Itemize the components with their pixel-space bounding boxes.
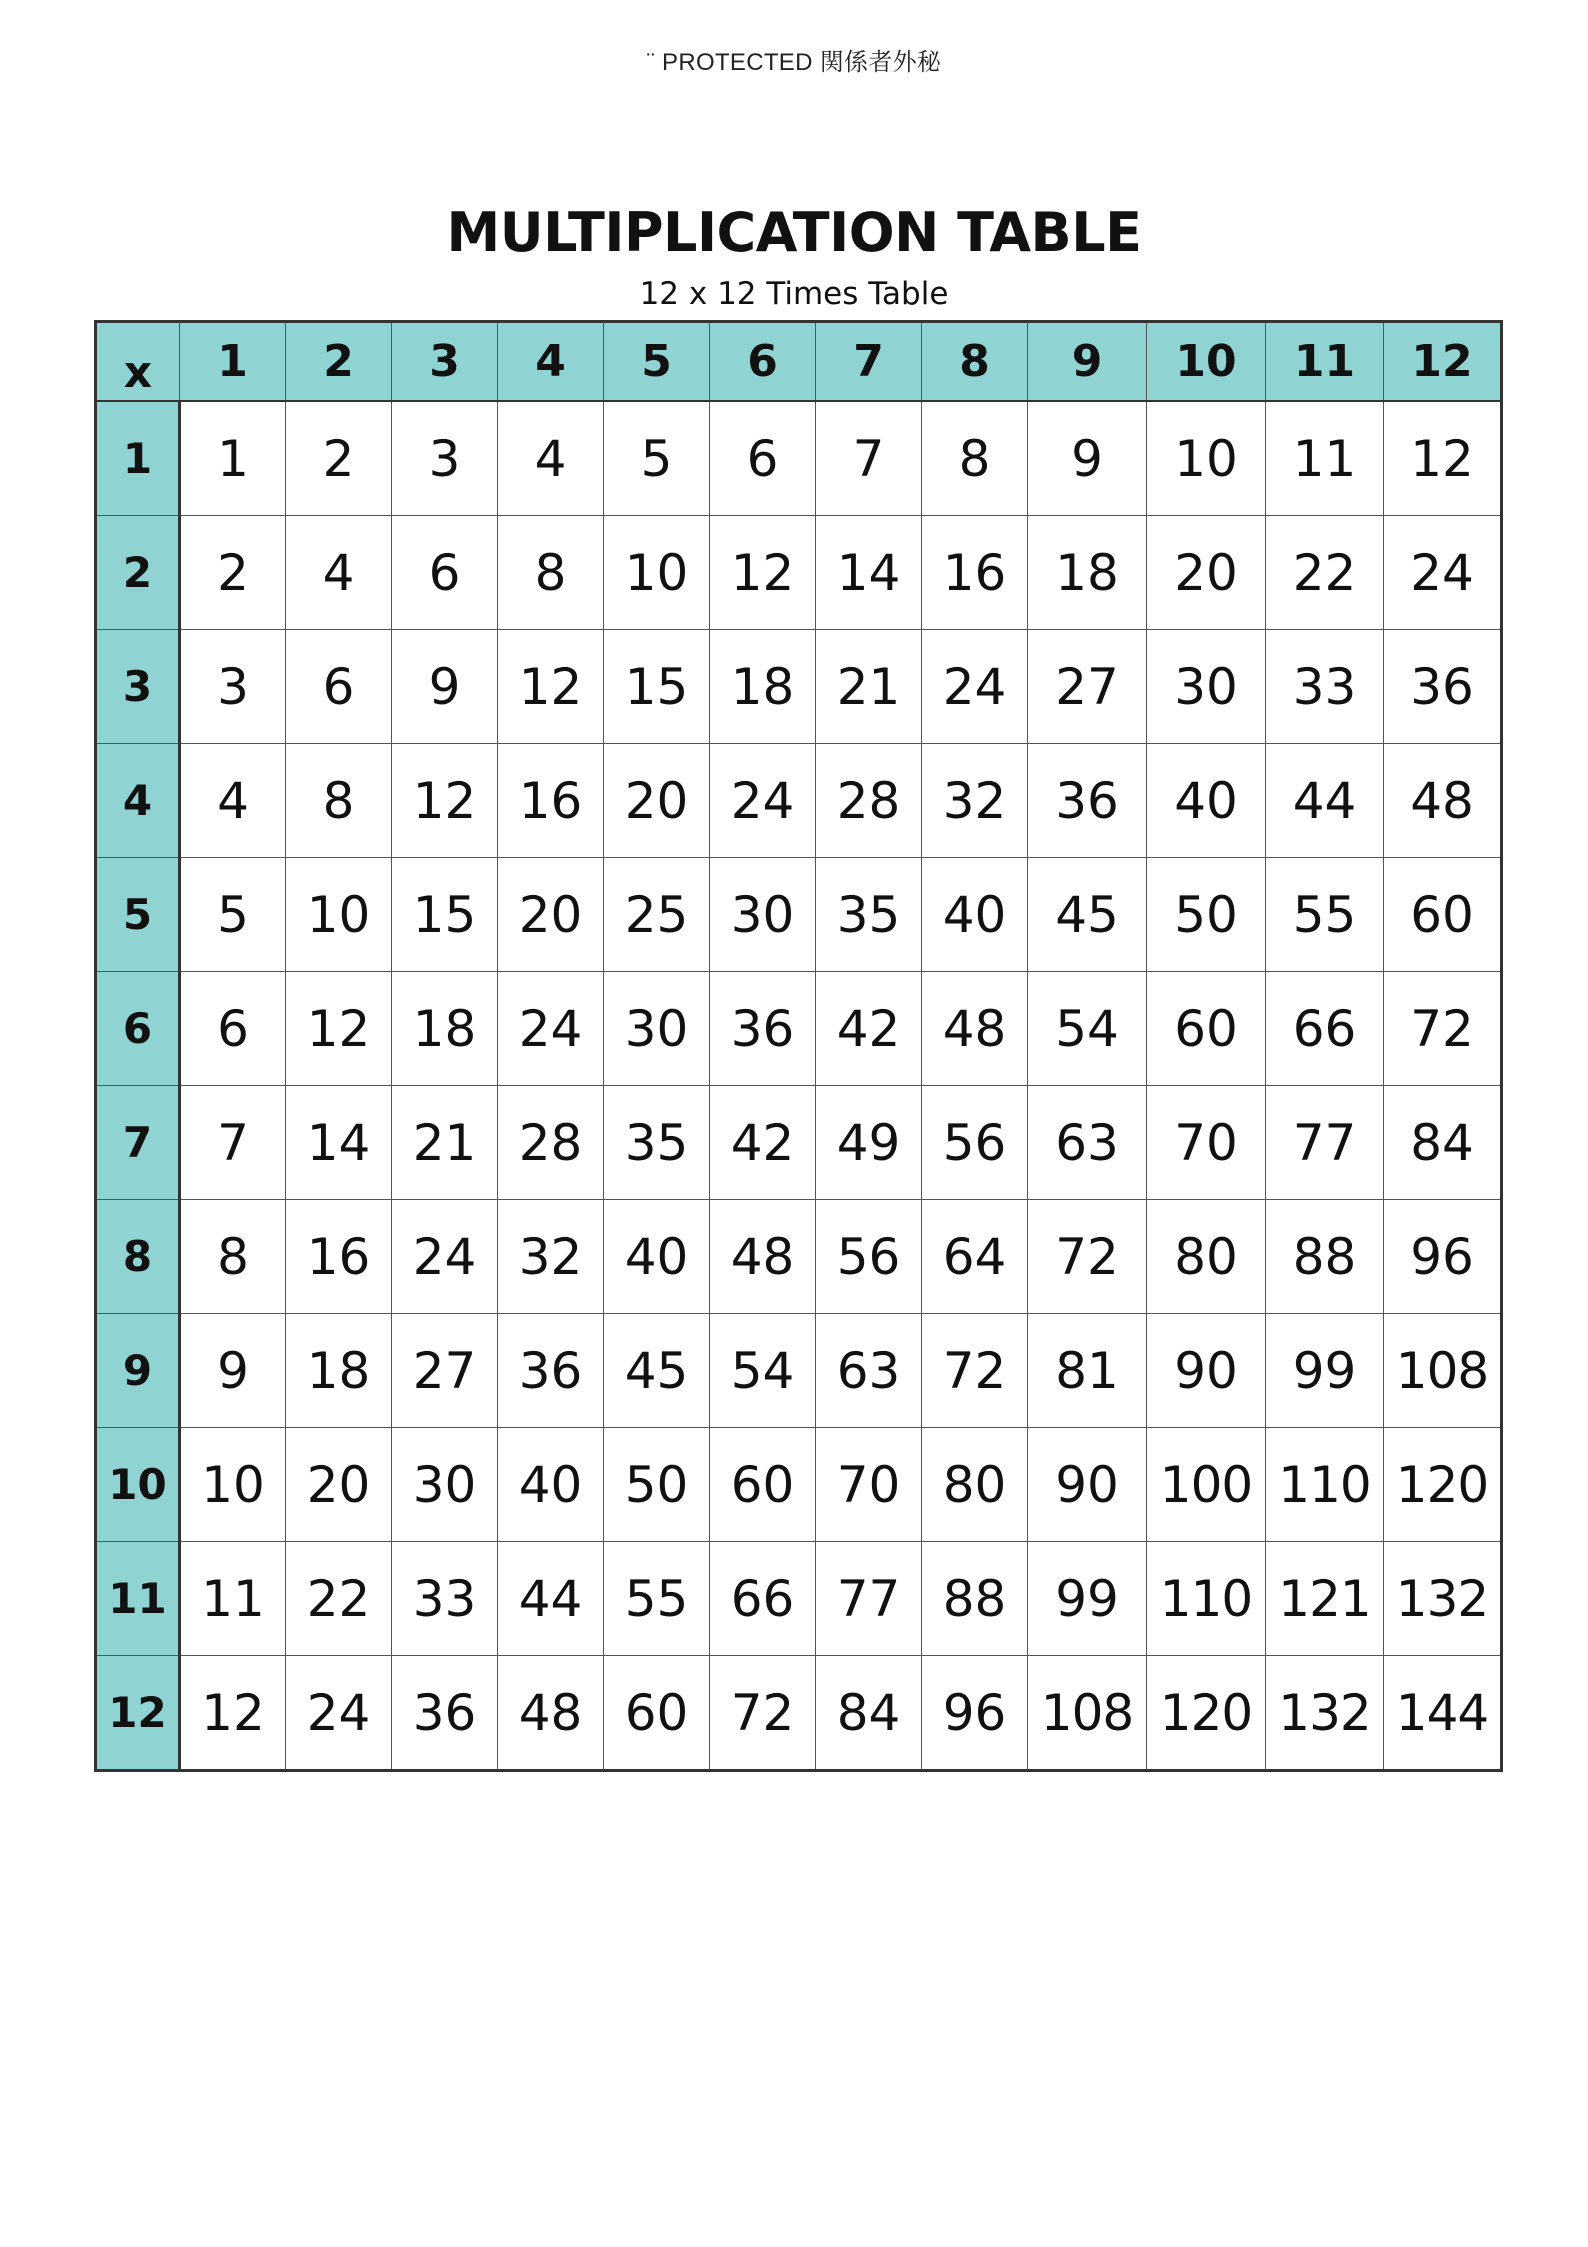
- table-cell: 32: [922, 744, 1028, 858]
- table-cell: 63: [1028, 1086, 1147, 1200]
- table-cell: 10: [286, 858, 392, 972]
- table-cell: 96: [1384, 1200, 1502, 1314]
- table-cell: 30: [1147, 630, 1266, 744]
- table-cell: 20: [286, 1428, 392, 1542]
- table-cell: 25: [604, 858, 710, 972]
- table-cell: 20: [604, 744, 710, 858]
- table-cell: 84: [816, 1656, 922, 1771]
- table-cell: 12: [498, 630, 604, 744]
- table-cell: 50: [1147, 858, 1266, 972]
- table-cell: 60: [1147, 972, 1266, 1086]
- table-cell: 42: [816, 972, 922, 1086]
- table-cell: 121: [1266, 1542, 1384, 1656]
- table-cell: 60: [604, 1656, 710, 1771]
- table-cell: 15: [604, 630, 710, 744]
- table-cell: 70: [816, 1428, 922, 1542]
- table-cell: 48: [498, 1656, 604, 1771]
- row-header: 11: [96, 1542, 180, 1656]
- table-cell: 21: [392, 1086, 498, 1200]
- table-cell: 72: [1384, 972, 1502, 1086]
- row-header: 5: [96, 858, 180, 972]
- table-cell: 35: [604, 1086, 710, 1200]
- page-title: MULTIPLICATION TABLE: [446, 201, 1142, 264]
- table-cell: 48: [922, 972, 1028, 1086]
- table-cell: 120: [1147, 1656, 1266, 1771]
- table-cell: 3: [180, 630, 286, 744]
- table-cell: 50: [604, 1428, 710, 1542]
- table-cell: 2: [286, 401, 392, 516]
- table-row: [96, 972, 1502, 1086]
- table-row: [96, 858, 1502, 972]
- table-cell: 24: [710, 744, 816, 858]
- table-cell: 80: [922, 1428, 1028, 1542]
- table-cell: 11: [180, 1542, 286, 1656]
- column-header: 12: [1384, 322, 1502, 402]
- column-header: 6: [710, 322, 816, 402]
- row-header: 8: [96, 1200, 180, 1314]
- table-cell: 5: [604, 401, 710, 516]
- table-cell: 22: [1266, 516, 1384, 630]
- table-cell: 36: [498, 1314, 604, 1428]
- table-cell: 16: [922, 516, 1028, 630]
- table-cell: 66: [1266, 972, 1384, 1086]
- table-cell: 10: [180, 1428, 286, 1542]
- column-header: 2: [286, 322, 392, 402]
- table-cell: 84: [1384, 1086, 1502, 1200]
- row-header: 3: [96, 630, 180, 744]
- table-cell: 11: [1266, 401, 1384, 516]
- table-cell: 55: [1266, 858, 1384, 972]
- table-cell: 18: [1028, 516, 1147, 630]
- table-cell: 66: [710, 1542, 816, 1656]
- table-cell: 80: [1147, 1200, 1266, 1314]
- table-cell: 49: [816, 1086, 922, 1200]
- table-row: [96, 630, 1502, 744]
- table-cell: 70: [1147, 1086, 1266, 1200]
- column-header: 7: [816, 322, 922, 402]
- table-cell: 10: [1147, 401, 1266, 516]
- table-cell: 6: [392, 516, 498, 630]
- table-cell: 1: [180, 401, 286, 516]
- table-cell: 2: [180, 516, 286, 630]
- table-cell: 54: [710, 1314, 816, 1428]
- table-cell: 33: [1266, 630, 1384, 744]
- row-header: 1: [96, 401, 180, 516]
- table-cell: 60: [1384, 858, 1502, 972]
- table-cell: 44: [1266, 744, 1384, 858]
- table-cell: 22: [286, 1542, 392, 1656]
- table-cell: 4: [180, 744, 286, 858]
- table-cell: 90: [1028, 1428, 1147, 1542]
- table-cell: 20: [1147, 516, 1266, 630]
- table-cell: 18: [710, 630, 816, 744]
- column-header: 1: [180, 322, 286, 402]
- table-cell: 40: [922, 858, 1028, 972]
- table-cell: 8: [286, 744, 392, 858]
- table-cell: 16: [498, 744, 604, 858]
- table-cell: 132: [1384, 1542, 1502, 1656]
- table-row: [96, 744, 1502, 858]
- table-cell: 21: [816, 630, 922, 744]
- table-cell: 108: [1384, 1314, 1502, 1428]
- table-cell: 9: [392, 630, 498, 744]
- table-row: [96, 401, 1502, 516]
- table-cell: 40: [604, 1200, 710, 1314]
- table-cell: 10: [604, 516, 710, 630]
- table-cell: 12: [180, 1656, 286, 1771]
- table-cell: 9: [1028, 401, 1147, 516]
- corner-cell: x: [96, 322, 180, 402]
- table-body: [96, 322, 1502, 1771]
- row-header: 6: [96, 972, 180, 1086]
- table-cell: 99: [1028, 1542, 1147, 1656]
- table-cell: 56: [816, 1200, 922, 1314]
- table-cell: 72: [1028, 1200, 1147, 1314]
- table-cell: 48: [710, 1200, 816, 1314]
- table-row: [96, 516, 1502, 630]
- table-cell: 45: [604, 1314, 710, 1428]
- table-cell: 27: [392, 1314, 498, 1428]
- row-header: 4: [96, 744, 180, 858]
- table-cell: 30: [392, 1428, 498, 1542]
- table-cell: 14: [286, 1086, 392, 1200]
- table-cell: 6: [286, 630, 392, 744]
- table-header-row: [96, 322, 1502, 402]
- column-header: 9: [1028, 322, 1147, 402]
- table-cell: 100: [1147, 1428, 1266, 1542]
- table-cell: 7: [180, 1086, 286, 1200]
- table-cell: 81: [1028, 1314, 1147, 1428]
- protected-label: ¨ PROTECTED 関係者外秘: [646, 49, 942, 76]
- table-cell: 77: [1266, 1086, 1384, 1200]
- table-cell: 72: [922, 1314, 1028, 1428]
- table-cell: 132: [1266, 1656, 1384, 1771]
- table-row: [96, 1656, 1502, 1771]
- table-cell: 24: [498, 972, 604, 1086]
- table-cell: 12: [1384, 401, 1502, 516]
- table-cell: 99: [1266, 1314, 1384, 1428]
- column-header: 10: [1147, 322, 1266, 402]
- table-cell: 5: [180, 858, 286, 972]
- table-cell: 24: [1384, 516, 1502, 630]
- table-cell: 60: [710, 1428, 816, 1542]
- row-header: 12: [96, 1656, 180, 1771]
- table-cell: 12: [392, 744, 498, 858]
- table-cell: 8: [180, 1200, 286, 1314]
- table-cell: 4: [498, 401, 604, 516]
- table-cell: 9: [180, 1314, 286, 1428]
- table-cell: 18: [392, 972, 498, 1086]
- table-cell: 77: [816, 1542, 922, 1656]
- table-cell: 12: [710, 516, 816, 630]
- multiplication-table: [94, 320, 1503, 1772]
- table-cell: 110: [1266, 1428, 1384, 1542]
- table-cell: 6: [180, 972, 286, 1086]
- table-cell: 108: [1028, 1656, 1147, 1771]
- table-cell: 36: [1384, 630, 1502, 744]
- table-cell: 8: [922, 401, 1028, 516]
- column-header: 11: [1266, 322, 1384, 402]
- table-cell: 44: [498, 1542, 604, 1656]
- table-row: [96, 1200, 1502, 1314]
- table-cell: 27: [1028, 630, 1147, 744]
- table-cell: 56: [922, 1086, 1028, 1200]
- table-cell: 144: [1384, 1656, 1502, 1771]
- page-subtitle: 12 x 12 Times Table: [639, 276, 949, 312]
- row-header: 7: [96, 1086, 180, 1200]
- table-cell: 24: [392, 1200, 498, 1314]
- column-header: 8: [922, 322, 1028, 402]
- table-cell: 88: [922, 1542, 1028, 1656]
- table-cell: 15: [392, 858, 498, 972]
- table-cell: 8: [498, 516, 604, 630]
- row-header: 2: [96, 516, 180, 630]
- table-cell: 96: [922, 1656, 1028, 1771]
- column-header: 3: [392, 322, 498, 402]
- table-cell: 40: [498, 1428, 604, 1542]
- table-cell: 28: [816, 744, 922, 858]
- table-cell: 6: [710, 401, 816, 516]
- table-cell: 120: [1384, 1428, 1502, 1542]
- row-header: 9: [96, 1314, 180, 1428]
- table-row: [96, 1314, 1502, 1428]
- table-cell: 14: [816, 516, 922, 630]
- table-cell: 36: [1028, 744, 1147, 858]
- column-header: 5: [604, 322, 710, 402]
- table-cell: 40: [1147, 744, 1266, 858]
- table-row: [96, 1086, 1502, 1200]
- table-row: [96, 1542, 1502, 1656]
- table-cell: 12: [286, 972, 392, 1086]
- table-cell: 24: [286, 1656, 392, 1771]
- table-cell: 72: [710, 1656, 816, 1771]
- table-cell: 36: [392, 1656, 498, 1771]
- table-cell: 48: [1384, 744, 1502, 858]
- table-cell: 110: [1147, 1542, 1266, 1656]
- table-cell: 16: [286, 1200, 392, 1314]
- table-cell: 7: [816, 401, 922, 516]
- table-cell: 45: [1028, 858, 1147, 972]
- table-cell: 90: [1147, 1314, 1266, 1428]
- table-cell: 55: [604, 1542, 710, 1656]
- table-cell: 42: [710, 1086, 816, 1200]
- table-cell: 20: [498, 858, 604, 972]
- table-cell: 36: [710, 972, 816, 1086]
- table-cell: 24: [922, 630, 1028, 744]
- table-row: [96, 1428, 1502, 1542]
- table-cell: 4: [286, 516, 392, 630]
- table-cell: 18: [286, 1314, 392, 1428]
- table-cell: 88: [1266, 1200, 1384, 1314]
- table-cell: 32: [498, 1200, 604, 1314]
- table-cell: 63: [816, 1314, 922, 1428]
- row-header: 10: [96, 1428, 180, 1542]
- table-cell: 64: [922, 1200, 1028, 1314]
- table-cell: 28: [498, 1086, 604, 1200]
- table-cell: 30: [604, 972, 710, 1086]
- table-cell: 54: [1028, 972, 1147, 1086]
- table-cell: 33: [392, 1542, 498, 1656]
- table-cell: 30: [710, 858, 816, 972]
- table-cell: 3: [392, 401, 498, 516]
- table-cell: 35: [816, 858, 922, 972]
- column-header: 4: [498, 322, 604, 402]
